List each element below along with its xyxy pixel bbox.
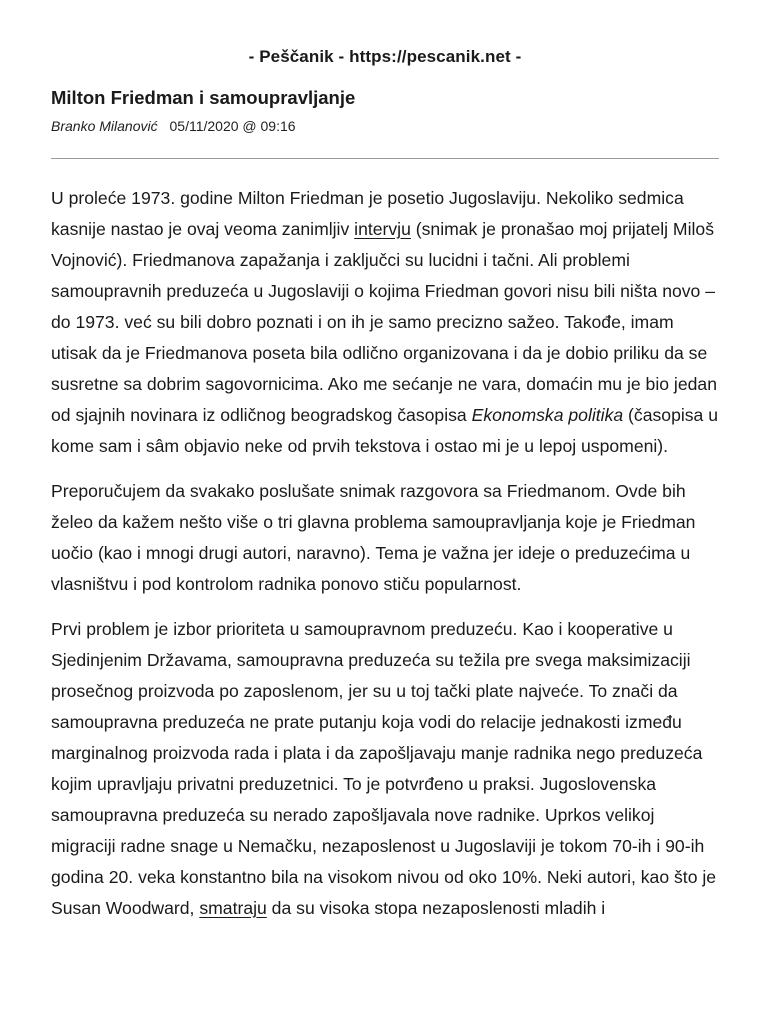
paragraph-1-text-a: U proleće 1973. godine Milton Friedman je posetio Jugoslaviju. Nekoliko sedmica kasnije nastao je ovaj veoma zanimljiv <box>51 188 684 239</box>
site-header: - Peščanik - https://pescanik.net - <box>248 47 522 66</box>
interview-link[interactable]: intervju <box>354 219 411 239</box>
article-meta <box>51 118 296 134</box>
paragraph-3-text-b: da su visoka stopa nezaposlenosti mladih i <box>266 898 606 918</box>
article-author: Branko Milanović <box>51 118 158 134</box>
paragraph-2: Preporučujem da svakako poslušate snimak razgovora sa Friedmanom. Ovde bih želeo da kažem nešto više o tri glavna problema samoupravljanja koje je Friedman uočio (kao i mnogi drugi autori, naravno). Tema je važna jer ideje o preduzećima u vlasništvu i pod kontrolom radnika ponovo stiču popularnost. <box>51 481 696 594</box>
woodward-link[interactable]: smatraju <box>199 898 267 918</box>
paragraph-3-text-a: Prvi problem je izbor prioriteta u samoupravnom preduzeću. Kao i kooperative u Sjedinjenim Državama, samoupravna preduzeća su težila pre svega maksimizaciji prosečnog proizvoda po zaposlenom, jer su u toj tački plate najveće. To znači da samoupravna preduzeća ne prate putanju koja vodi do relacije jednakosti između marginalnog proizvoda rada i plata i da zapošljavaju manje radnika nego preduzeća kojim upravljaju privatni preduzetnici. To je potvrđeno u praksi. Jugoslovenska samoupravna preduzeća su nerado zapošljavala nove radnike. Uprkos velikoj migraciji radne snage u Nemačku, nezaposlenost u Jugoslaviji je tokom 70-ih i 90-ih godina 20. veka konstantno bila na visokom nivou od oko 10%. Neki autori, kao što je Susan Woodward, <box>51 619 717 918</box>
paragraph-1-text-c: (časopisa u kome sam i sâm objavio neke od prvih tekstova i ostao mi je u lepoj uspomeni). <box>51 405 719 456</box>
article-datetime: 05/11/2020 @ 09:16 <box>169 118 296 134</box>
header-divider <box>51 158 719 159</box>
paragraph-1 <box>51 183 719 462</box>
paragraph-1-text-b: (snimak je pronašao moj prijatelj Miloš Vojnović). Friedmanova zapažanja i zaključci su lucidni i tačni. Ali problemi samoupravnih preduzeća u Jugoslaviji o kojima Friedman govori nisu bili ništa novo – do 1973. već su bili dobro poznati i on ih je samo precizno sažeo. Takođe, imam utisak da je Friedmanova poseta bila odlično organizovana i da je dobio priliku da se susretne sa dobrim sagovornicima. Ako me sećanje ne vara, domaćin mu je bio jedan od sjajnih novinara iz odličnog beogradskog časopisa <box>51 219 717 425</box>
magazine-name: Ekonomska politika <box>471 405 624 425</box>
paragraph-3 <box>51 614 719 924</box>
article-title: Milton Friedman i samoupravljanje <box>51 87 356 108</box>
article-body <box>51 183 719 938</box>
